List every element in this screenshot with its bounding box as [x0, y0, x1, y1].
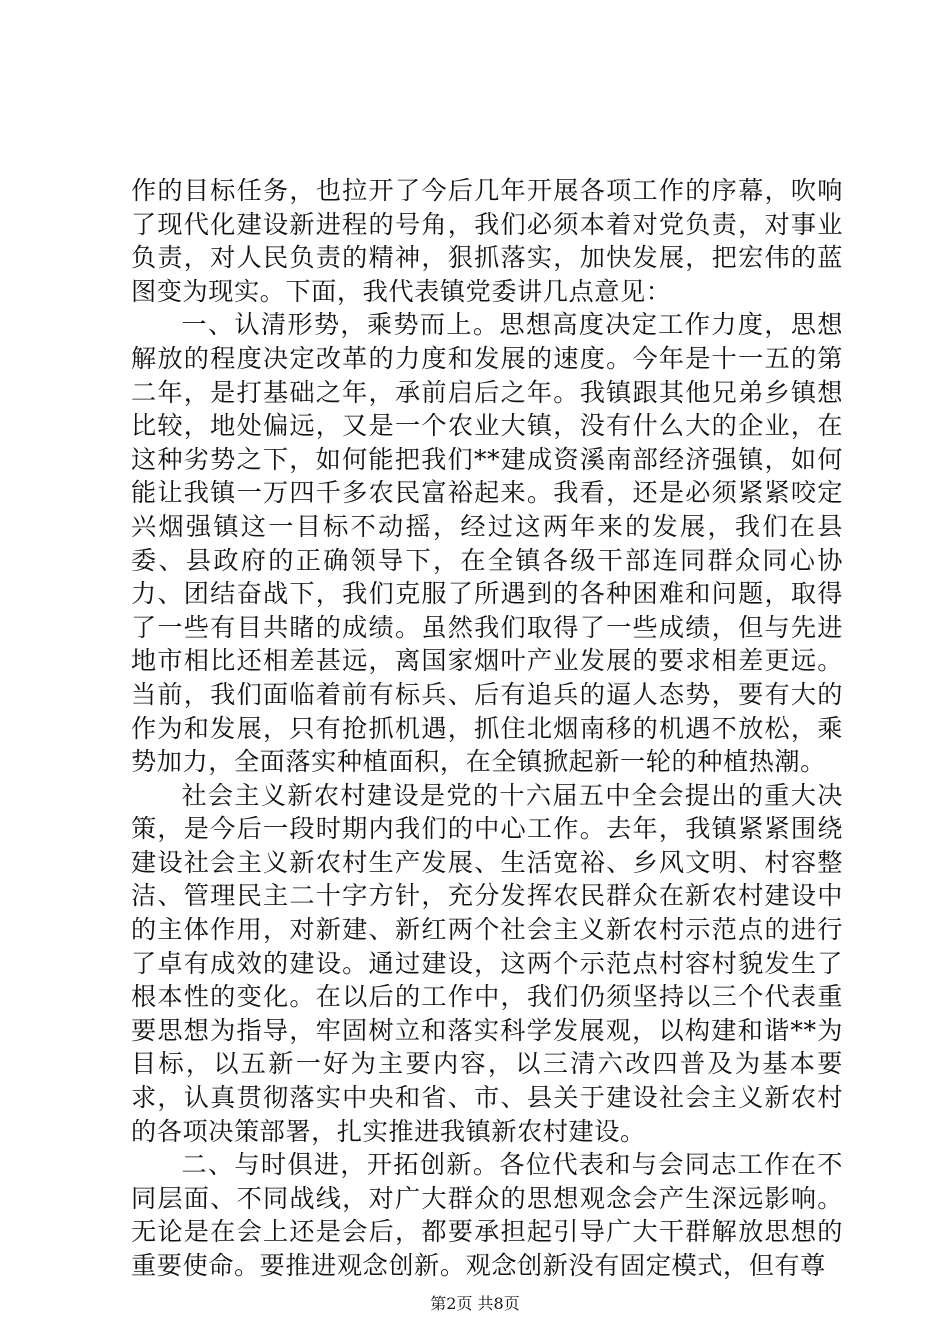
paragraph-4: 二、与时俱进，开拓创新。各位代表和与会同志工作在不同层面、不同战线，对广大群众的思想观念会产生深远影响。无论是在会上还是会后，都要承担起引导广大干群解放思想的重要使命。要推进观念创新。观念创新没有固定模式，但有尊 [131, 1150, 843, 1280]
page-footer: 第2页 共8页 [430, 1294, 520, 1313]
paragraph-1: 作的目标任务，也拉开了今后几年开展各项工作的序幕，吹响了现代化建设新进程的号角，我们必须本着对党负责，对事业负责，对人民负责的精神，狠抓落实，加快发展，把宏伟的蓝图变为现实。下面，我代表镇党委讲几点意见： [131, 176, 843, 306]
paragraph-3: 社会主义新农村建设是党的十六届五中全会提出的重大决策，是今后一段时期内我们的中心工作。去年，我镇紧紧围绕建设社会主义新农村生产发展、生活宽裕、乡风文明、村容整洁、管理民主二十字方针，充分发挥农民群众在新农村建设中的主体作用，对新建、新红两个社会主义新农村示范点的进行了卓有成效的建设。通过建设，这两个示范点村容村貌发生了根本性的变化。在以后的工作中，我们仍须坚持以三个代表重要思想为指导，牢固树立和落实科学发展观，以构建和谐**为目标，以五新一好为主要内容，以三清六改四普及为基本要求，认真贯彻落实中央和省、市、县关于建设社会主义新农村的各项决策部署，扎实推进我镇新农村建设。 [131, 780, 843, 1146]
paragraph-2: 一、认清形势，乘势而上。思想高度决定工作力度，思想解放的程度决定改革的力度和发展的速度。今年是十一五的第二年，是打基础之年，承前启后之年。我镇跟其他兄弟乡镇想比较，地处偏远，又是一个农业大镇，没有什么大的企业，在这种劣势之下，如何能把我们**建成资溪南部经济强镇，如何能让我镇一万四千多农民富裕起来。我看，还是必须紧紧咬定兴烟强镇这一目标不动摇，经过这两年来的发展，我们在县委、县政府的正确领导下，在全镇各级干部连同群众同心协力、团结奋战下，我们克服了所遇到的各种困难和问题，取得了一些有目共睹的成绩。虽然我们取得了一些成绩，但与先进地市相比还相差甚远，离国家烟叶产业发展的要求相差更远。当前，我们面临着前有标兵、后有追兵的逼人态势，要有大的作为和发展，只有抢抓机遇，抓住北烟南移的机遇不放松，乘势加力，全面落实种植面积，在全镇掀起新一轮的种植热潮。 [131, 310, 843, 777]
document-body [131, 174, 843, 1283]
